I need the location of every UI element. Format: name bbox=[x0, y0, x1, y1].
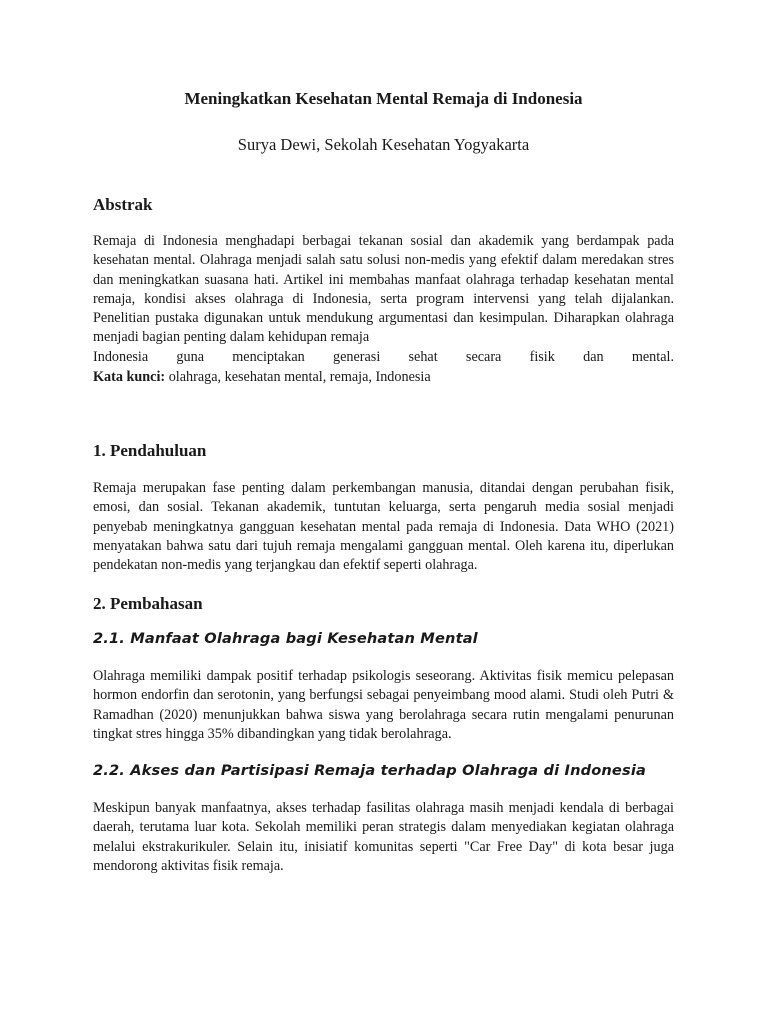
section-heading-pendahuluan: 1. Pendahuluan bbox=[93, 441, 207, 460]
author-line: Surya Dewi, Sekolah Kesehatan Yogyakarta bbox=[237, 135, 530, 154]
keywords-line bbox=[93, 368, 674, 387]
subsection-heading-2-1: 2.1. Manfaat Olahraga bagi Kesehatan Mental bbox=[93, 630, 478, 647]
abstract-heading: Abstrak bbox=[93, 195, 153, 214]
keywords-value: olahraga, kesehatan mental, remaja, Indonesia bbox=[165, 369, 431, 385]
paper-title: Meningkatkan Kesehatan Mental Remaja di Indonesia bbox=[184, 89, 583, 108]
subsection-body-2-2: Meskipun banyak manfaatnya, akses terhadap fasilitas olahraga masih menjadi kendala di berbagai daerah, terutama luar kota. Sekolah memiliki peran strategis dalam menyediakan kegiatan olahraga melalui ekstrakurikuler. Selain itu, inisiatif komunitas seperti "Car Free Day" di kota besar juga mendorong aktivitas fisik remaja. bbox=[93, 800, 674, 874]
subsection-heading-2-2: 2.2. Akses dan Partisipasi Remaja terhadap Olahraga di Indonesia bbox=[93, 762, 646, 779]
abstract-body-last-line: Indonesia guna menciptakan generasi sehat secara fisik dan mental. bbox=[93, 348, 674, 365]
abstract-body-main: Remaja di Indonesia menghadapi berbagai tekanan sosial dan akademik yang berdampak pada kesehatan mental. Olahraga menjadi salah satu solusi non-medis yang efektif dalam meredakan stres dan meningkatkan suasana hati. Artikel ini membahas manfaat olahraga terhadap kesehatan mental remaja, kondisi akses olahraga di Indonesia, serta program intervensi yang telah dijalankan. Penelitian pustaka digunakan untuk mendukung argumentasi dan kesimpulan. Diharapkan olahraga menjadi bagian penting dalam kehidupan remaja bbox=[93, 233, 674, 346]
section-body-pendahuluan: Remaja merupakan fase penting dalam perkembangan manusia, ditandai dengan perubahan fisik, emosi, dan sosial. Tekanan akademik, tuntutan keluarga, serta pengaruh media sosial menjadi penyebab meningkatnya gangguan kesehatan mental pada remaja di Indonesia. Data WHO (2021) menyatakan bahwa satu dari tujuh remaja mengalami gangguan mental. Oleh karena itu, diperlukan pendekatan non-medis yang terjangkau dan efektif seperti olahraga. bbox=[93, 480, 674, 574]
subsection-body-2-1: Olahraga memiliki dampak positif terhadap psikologis seseorang. Aktivitas fisik memicu pelepasan hormon endorfin dan serotonin, yang berfungsi sebagai penyeimbang mood alami. Studi oleh Putri & Ramadhan (2020) menunjukkan bahwa siswa yang berolahraga secara rutin mengalami penurunan tingkat stres hingga 35% dibandingkan yang tidak berolahraga. bbox=[93, 668, 674, 742]
section-heading-pembahasan: 2. Pembahasan bbox=[93, 594, 203, 613]
abstract-body bbox=[93, 232, 674, 367]
keywords-label: Kata kunci: bbox=[93, 369, 166, 385]
